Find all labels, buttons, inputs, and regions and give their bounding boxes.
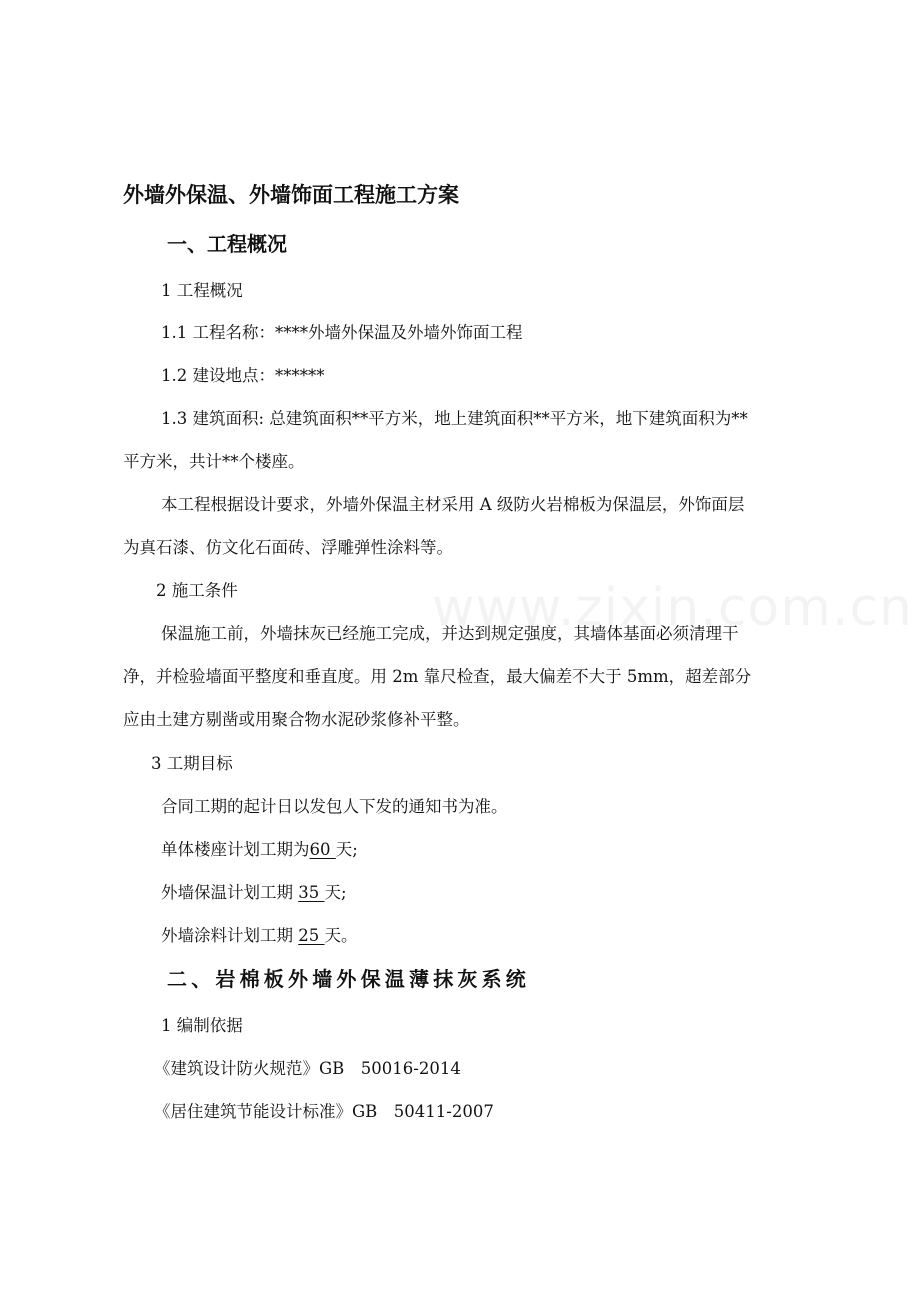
document-title: 外墙外保温、外墙饰面工程施工方案 [123,183,459,207]
schedule-suffix: 天; [335,840,358,859]
subsection-schedule-target: 3 工期目标 [151,754,233,773]
schedule-days: 35 [298,883,325,902]
building-area-line-1: 1.3 建筑面积: 总建筑面积**平方米，地上建筑面积**平方米，地下建筑面积为** [161,409,748,428]
reference-energy-standard: 《居住建筑节能设计标准》GB 50411-2007 [154,1102,494,1121]
conditions-line-2: 净，并检验墙面平整度和垂直度。用 2m 靠尺检查，最大偏差不大于 5mm，超差部分 [123,667,752,686]
reference-fire-code: 《建筑设计防火规范》GB 50016-2014 [154,1059,461,1078]
subsection-construction-conditions: 2 施工条件 [156,581,238,600]
schedule-prefix: 外墙保温计划工期 [161,883,299,902]
schedule-item-coating [161,925,358,947]
schedule-item-building [161,839,358,861]
building-area-line-2: 平方米，共计**个楼座。 [123,452,305,471]
project-location-line: 1.2 建设地点：****** [161,366,325,385]
schedule-days: 60 [309,840,336,859]
conditions-line-1: 保温施工前，外墙抹灰已经施工完成，并达到规定强度，其墙体基面必须清理干 [161,624,739,643]
conditions-line-3: 应由土建方剔凿或用聚合物水泥砂浆修补平整。 [123,710,470,729]
schedule-intro-line: 合同工期的起计日以发包人下发的通知书为准。 [161,797,508,816]
schedule-suffix: 天; [324,883,347,902]
schedule-prefix: 单体楼座计划工期为 [161,840,310,859]
schedule-days: 25 [298,926,325,945]
subsection-basis: 1 编制依据 [161,1016,243,1035]
design-requirement-line-2: 为真石漆、仿文化石面砖、浮雕弹性涂料等。 [123,538,453,557]
schedule-item-insulation [161,882,347,904]
section-1-heading: 一、工程概况 [167,232,287,256]
section-2-heading: 二、岩棉板外墙外保温薄抹灰系统 [167,967,530,991]
project-name-line: 1.1 工程名称：****外墙外保温及外墙外饰面工程 [161,323,523,342]
design-requirement-line-1: 本工程根据设计要求，外墙外保温主材采用 A 级防火岩棉板为保温层，外饰面层 [161,495,745,514]
subsection-1-1: 1 工程概况 [161,281,243,300]
schedule-prefix: 外墙涂料计划工期 [161,926,299,945]
schedule-suffix: 天。 [324,926,358,945]
